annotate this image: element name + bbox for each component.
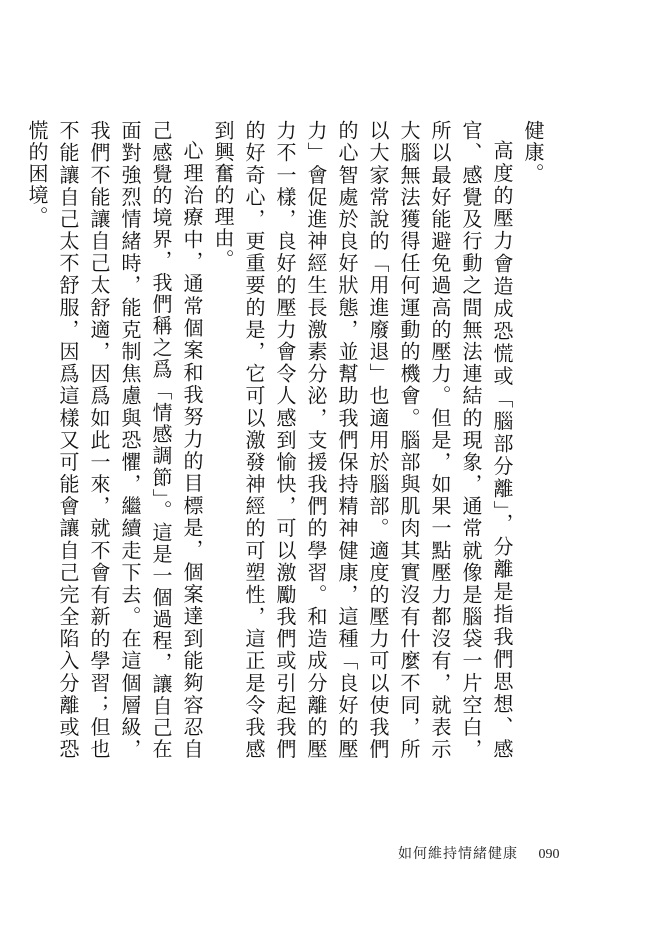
paragraph-3: 心理治療中，通常個案和我努力的目標是，個案達到能夠容忍自己感覺的境界，我們稱之爲「情感調節」。這是一個過程，讓自己在面對強烈情緒時，能克制焦慮與恐懼，繼續走下去。在這個層級，我們不能讓自己太舒適，因爲如此一來，就不會有新的學習；但也不能讓自己太不舒服，因爲這樣又可能會讓自己完全陷入分離或恐慌的困境。 xyxy=(25,120,204,760)
page-footer xyxy=(398,843,559,863)
paragraph-2: 高度的壓力會造成恐慌或「腦部分離」，分離是指我們思想、感官、感覺及行動之間無法連結的現象，通常就像是腦袋一片空白，所以最好能避免過高的壓力。但是，如果一點壓力都沒有，就表示大腦無法獲得任何運動的機會。腦部與肌肉其實沒有什麼不同，所以大家常說的「用進廢退」也適用於腦部。適度的壓力可以使我們的心智處於良好狀態，並幫助我們保持精神健康，這種「良好的壓力」會促進神經生長激素分泌，支援我們的學習。和造成分離的壓力不一樣，良好的壓力會令人感到愉快，可以激勵我們或引起我們的好奇心，更重要的是，它可以激發神經的可塑性，這正是令我感到興奮的理由。 xyxy=(211,120,514,760)
paragraph-1: 健康。 xyxy=(521,120,545,185)
page-number: 090 xyxy=(538,847,560,862)
running-title: 如何維持情緒健康 xyxy=(398,846,518,862)
body-text xyxy=(21,120,548,760)
